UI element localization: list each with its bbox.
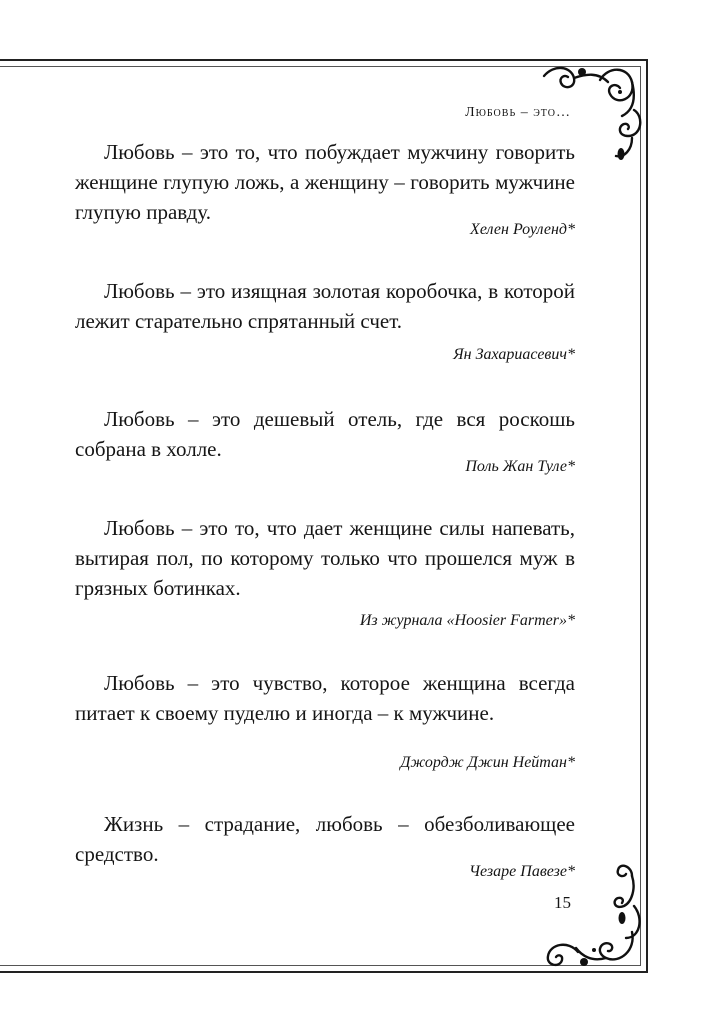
quote-2 xyxy=(75,276,575,336)
quote-6-author: Чезаре Павезе* xyxy=(469,863,575,880)
quote-3-author: Поль Жан Туле* xyxy=(465,458,575,475)
page-number: 15 xyxy=(554,893,571,912)
quote-6 xyxy=(75,809,575,869)
quote-3 xyxy=(75,404,575,464)
quote-5-text: Любовь – это чувство, которое женщина всегда питает к своему пуделю и иногда – к мужчине. xyxy=(75,671,575,725)
quote-6-text: Жизнь – страдание, любовь – обезболивающее средство. xyxy=(75,812,575,866)
page-frame-right xyxy=(646,59,648,973)
quote-1-author: Хелен Роуленд* xyxy=(470,221,575,238)
running-title: Любовь – это… xyxy=(465,105,571,120)
quote-1-text: Любовь – это то, что побуждает мужчину говорить женщине глупую ложь, а женщину – говорить мужчине глупую правду. xyxy=(75,140,575,224)
bottom-right-swirl-ornament-icon xyxy=(536,862,648,972)
quote-4 xyxy=(75,513,575,603)
quote-4-text: Любовь – это то, что дает женщине силы напевать, вытирая пол, по которому только что прошелся муж в грязных ботинках. xyxy=(75,516,575,600)
quote-5-author: Джордж Джин Нейтан* xyxy=(400,754,575,771)
quote-3-text: Любовь – это дешевый отель, где вся роскошь собрана в холле. xyxy=(75,407,575,461)
quote-5 xyxy=(75,668,575,728)
quote-2-text: Любовь – это изящная золотая коробочка, в которой лежит старательно спрятанный счет. xyxy=(75,279,575,333)
quote-2-author: Ян Захариасевич* xyxy=(453,346,575,363)
quote-1 xyxy=(75,137,575,227)
page-frame-right-inner xyxy=(640,66,641,966)
quote-4-author: Из журнала «Hoosier Farmer»* xyxy=(359,612,575,629)
